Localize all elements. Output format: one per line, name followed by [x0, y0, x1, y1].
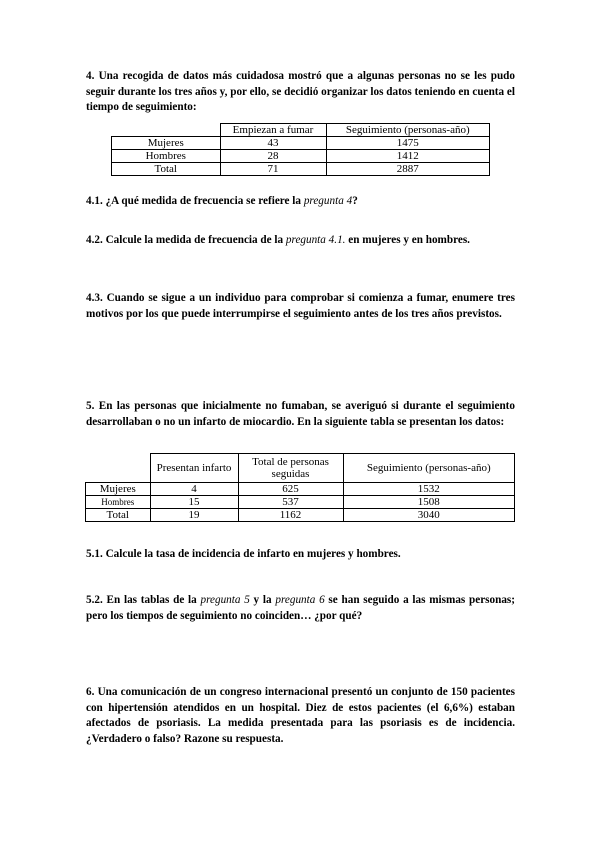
table-cell: 15 — [150, 496, 238, 509]
table-cell: 28 — [220, 150, 326, 163]
table-cell: 19 — [150, 509, 238, 522]
column-header: Seguimiento (personas-año) — [343, 454, 515, 483]
table-row — [86, 509, 515, 522]
question-text: ? — [352, 195, 358, 207]
table-cell: 3040 — [343, 509, 515, 522]
table-cell: 4 — [150, 483, 238, 496]
table-cell: 537 — [238, 496, 343, 509]
question-reference: pregunta 4.1. — [285, 234, 346, 246]
table-cell: 1475 — [326, 137, 490, 150]
row-label: Mujeres — [86, 483, 151, 496]
question-5-2 — [86, 593, 515, 624]
question-reference: pregunta 5 — [200, 594, 250, 606]
question-reference: pregunta 6 — [275, 594, 325, 606]
column-header: Total de personas seguidas — [238, 454, 343, 483]
empty-corner-cell — [112, 124, 221, 137]
row-label: Total — [86, 509, 151, 522]
table-row — [112, 137, 490, 150]
table-cell: 625 — [238, 483, 343, 496]
question-4-text: 4. Una recogida de datos más cuidadosa mostró que a algunas personas no se les pudo seguir durante los tres años y, por ello, se decidió organizar los datos teniendo en cuenta el tiempo de seguimiento: — [86, 70, 515, 113]
question-4-3: 4.3. Cuando se sigue a un individuo para comprobar si comienza a fumar, enumere tres motivos por los que puede interrumpirse el seguimiento antes de los tres años previstos. — [86, 292, 515, 320]
question-text: 5.2. En las tablas de la — [86, 594, 201, 606]
table-cell: 1532 — [343, 483, 515, 496]
question-6-text: 6. Una comunicación de un congreso internacional presentó un conjunto de 150 pacientes con hipertensión atendidos en un hospital. Diez de estos pacientes (el 6,6%) estaban afectados de psoriasis. La medida presentada para las psoriasis es de incidencia. ¿Verdadero o falso? Razone su respuesta. — [86, 686, 515, 745]
question-4-2 — [86, 233, 515, 249]
table-cell: 1162 — [238, 509, 343, 522]
question-text: se han seguido a las mismas personas; pero los tiempos de seguimiento no coinciden… ¿por qué? — [86, 594, 516, 622]
column-header: Presentan infarto — [150, 454, 238, 483]
smoking-table — [111, 123, 490, 176]
table-cell: 1508 — [343, 496, 515, 509]
table-header-row — [112, 124, 490, 137]
table-header-row — [86, 454, 515, 483]
table-row — [86, 496, 515, 509]
row-label: Total — [112, 163, 221, 176]
question-text: 4.1. ¿A qué medida de frecuencia se refiere la — [86, 195, 304, 207]
column-header: Empiezan a fumar — [220, 124, 326, 137]
row-label: Hombres — [112, 150, 221, 163]
row-label: Hombres — [86, 496, 151, 509]
table-cell: 1412 — [326, 150, 490, 163]
infarction-table — [85, 453, 515, 522]
question-text: en mujeres y en hombres. — [345, 234, 470, 246]
table-cell: 43 — [220, 137, 326, 150]
row-label: Mujeres — [112, 137, 221, 150]
question-text: 4.2. Calcule la medida de frecuencia de la — [86, 234, 286, 246]
table-row — [112, 150, 490, 163]
question-4-1 — [86, 194, 515, 210]
question-text: y la — [249, 594, 276, 606]
question-5-text: 5. En las personas que inicialmente no fumaban, se averiguó si durante el seguimiento desarrollaban o no un infarto de miocardio. En la siguiente tabla se presentan los datos: — [86, 400, 515, 428]
table-cell: 71 — [220, 163, 326, 176]
question-5-1: 5.1. Calcule la tasa de incidencia de infarto en mujeres y hombres. — [86, 548, 401, 560]
empty-corner-cell — [86, 454, 151, 483]
question-reference: pregunta 4 — [303, 195, 353, 207]
table-row — [86, 483, 515, 496]
table-cell: 2887 — [326, 163, 490, 176]
column-header: Seguimiento (personas-año) — [326, 124, 490, 137]
table-row — [112, 163, 490, 176]
